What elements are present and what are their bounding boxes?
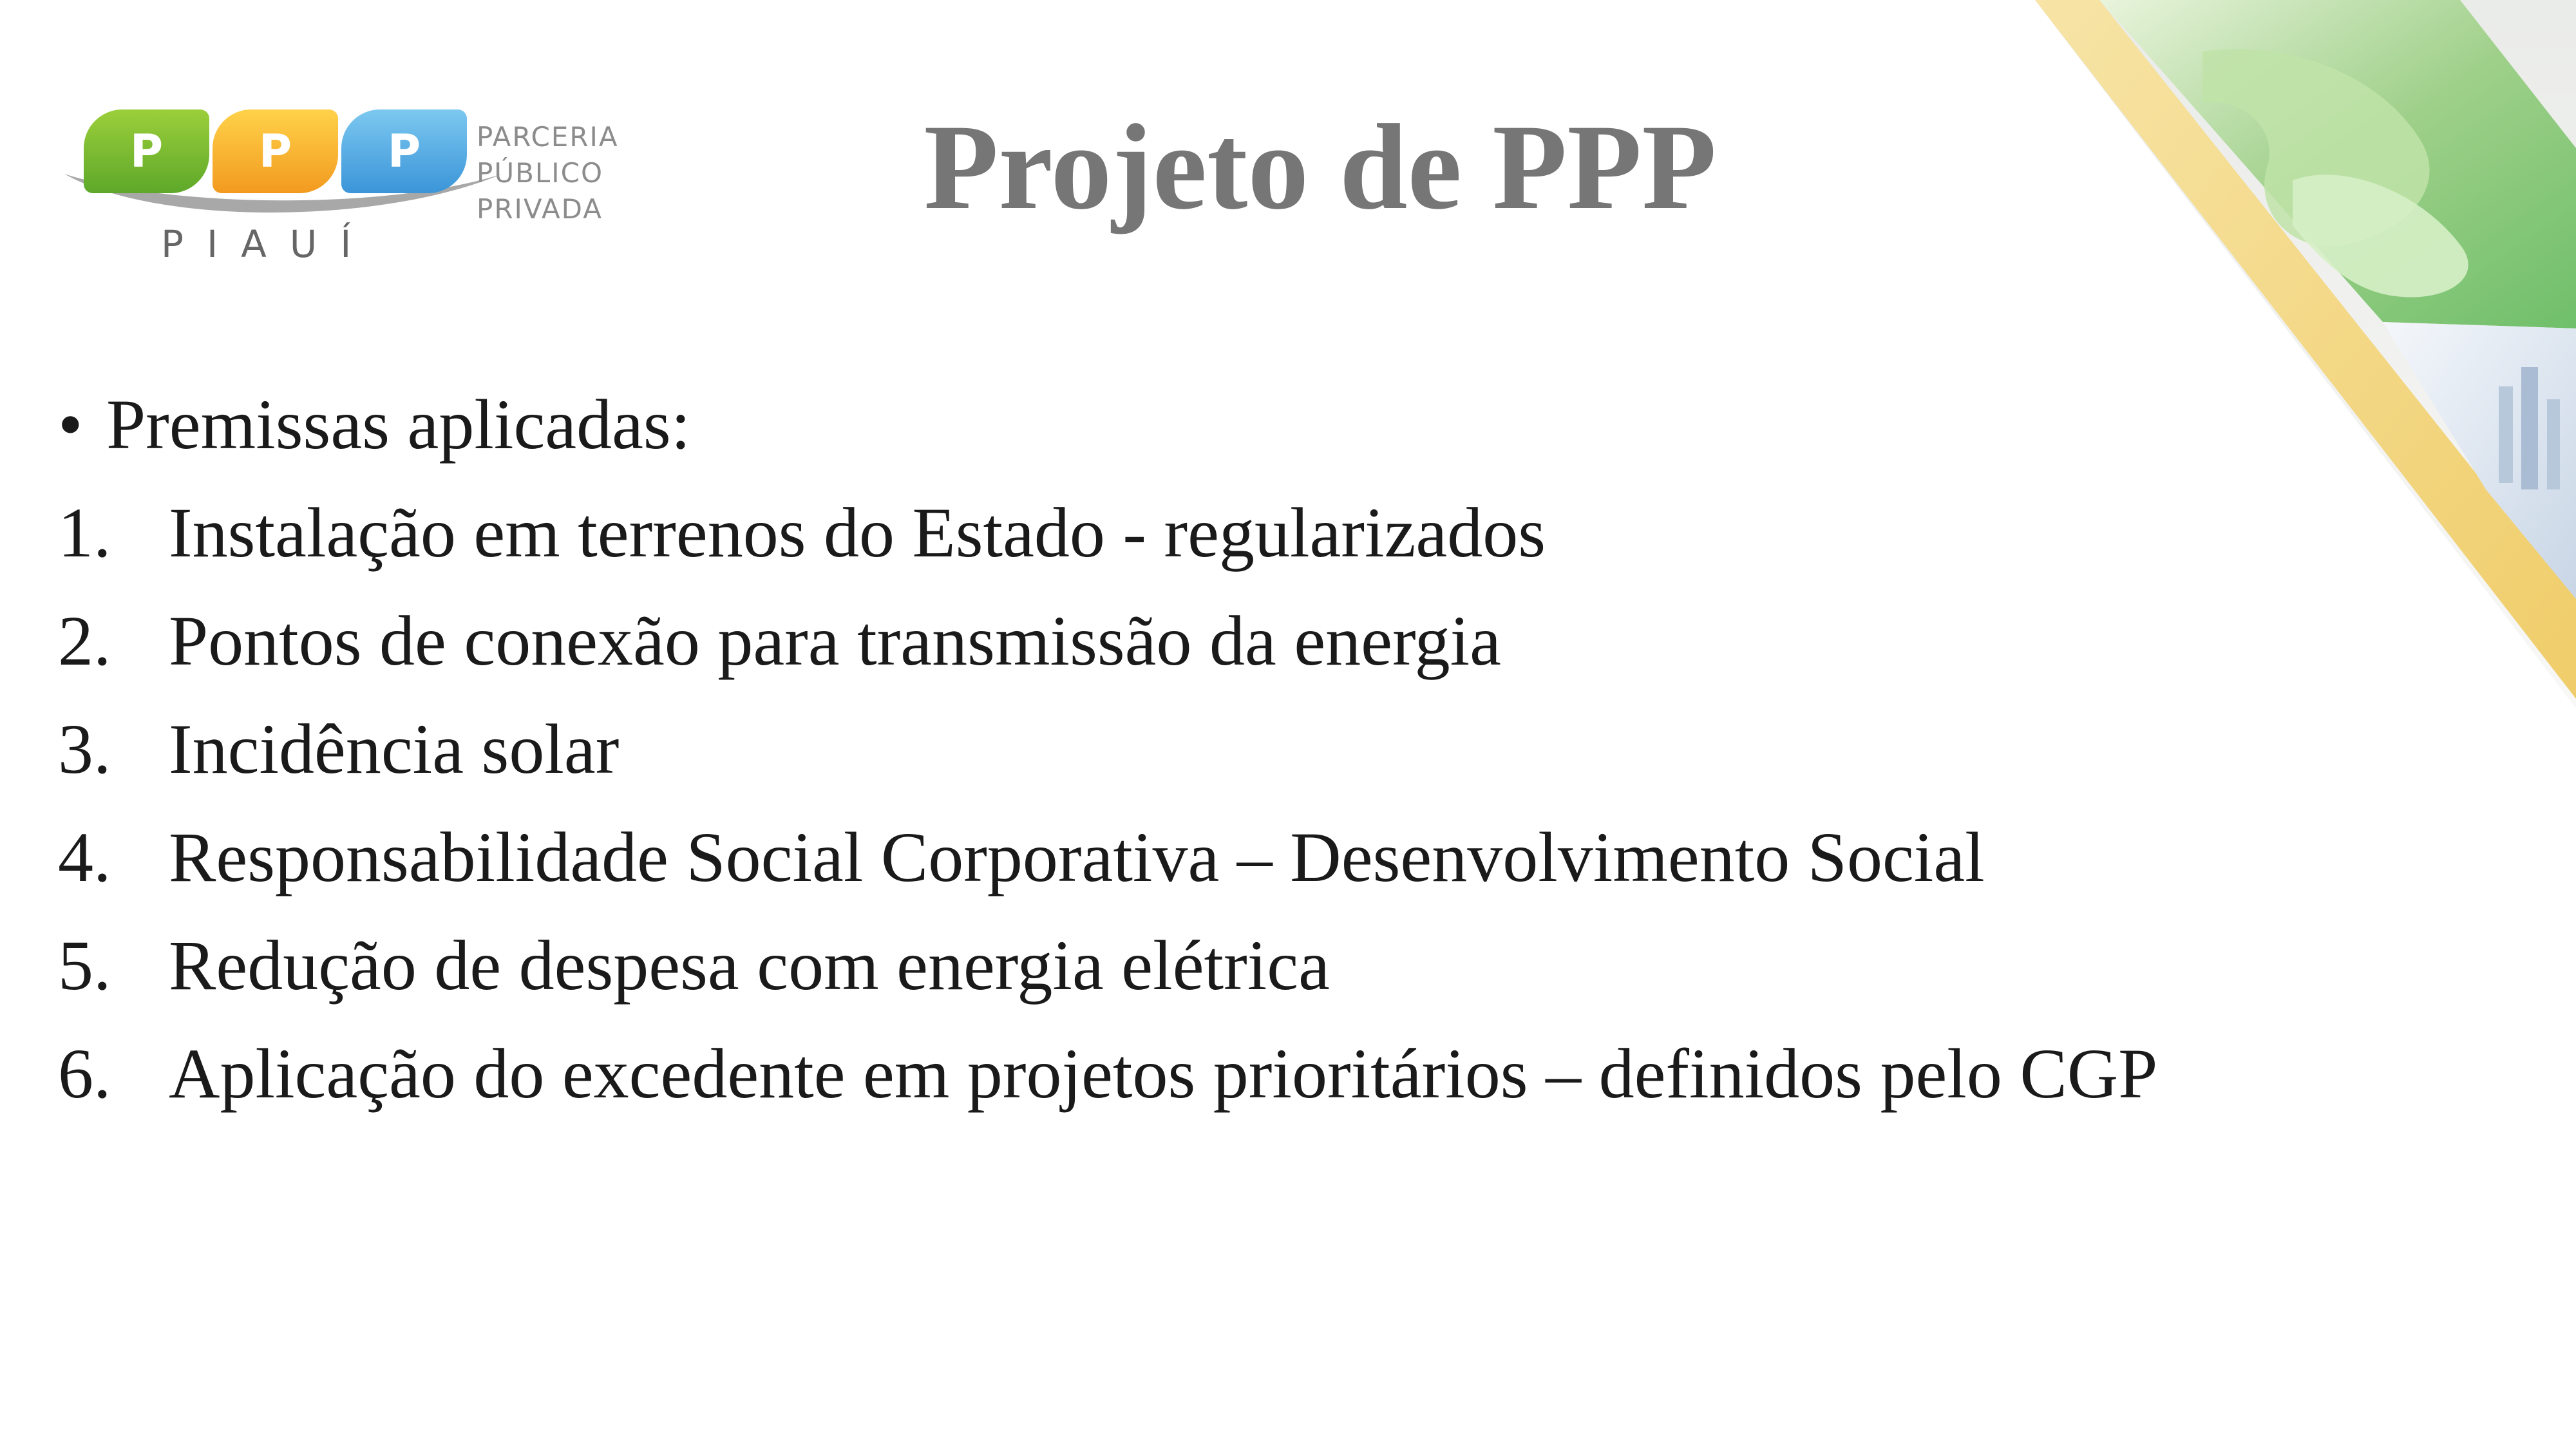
list-item-text: Instalação em terrenos do Estado - regularizados xyxy=(169,493,1546,572)
logo-tagline-line: PARCERIA xyxy=(477,121,619,153)
list-heading xyxy=(58,370,2248,478)
list-item-number: 4. xyxy=(58,818,111,896)
list-item-text: Incidência solar xyxy=(169,710,620,788)
slide-title: Projeto de PPP xyxy=(923,100,1717,235)
logo-tagline-line: PÚBLICO xyxy=(477,157,604,189)
list-item-number: 5. xyxy=(58,926,111,1005)
logo-letter-orange: P xyxy=(213,109,338,193)
list-item-text: Responsabilidade Social Corporativa – Desenvolvimento Social xyxy=(169,818,1985,896)
premises-list xyxy=(58,370,2248,1128)
list-item-text: Redução de despesa com energia elétrica xyxy=(169,926,1330,1005)
list-item-number: 2. xyxy=(58,601,111,680)
logo-state-name: PIAUÍ xyxy=(161,222,375,266)
ppp-piaui-logo xyxy=(58,103,657,270)
list-item xyxy=(58,1019,2248,1128)
list-item xyxy=(58,478,2248,587)
logo-tagline-line: PRIVADA xyxy=(477,193,603,225)
logo-letter-blue: P xyxy=(341,109,467,193)
list-item-number: 1. xyxy=(58,493,111,572)
list-item-text: Aplicação do excedente em projetos prioritários – definidos pelo CGP xyxy=(169,1034,2158,1113)
list-item xyxy=(58,695,2248,803)
logo-tagline xyxy=(477,119,663,227)
list-item xyxy=(58,803,2248,911)
list-item xyxy=(58,587,2248,695)
list-item-number: 3. xyxy=(58,710,111,788)
bullet-icon: • xyxy=(58,385,83,464)
list-item xyxy=(58,911,2248,1019)
logo-letter-green: P xyxy=(84,109,209,193)
list-heading-text: Premissas aplicadas: xyxy=(106,385,691,464)
list-item-text: Pontos de conexão para transmissão da energia xyxy=(169,601,1501,680)
list-item-number: 6. xyxy=(58,1034,111,1113)
